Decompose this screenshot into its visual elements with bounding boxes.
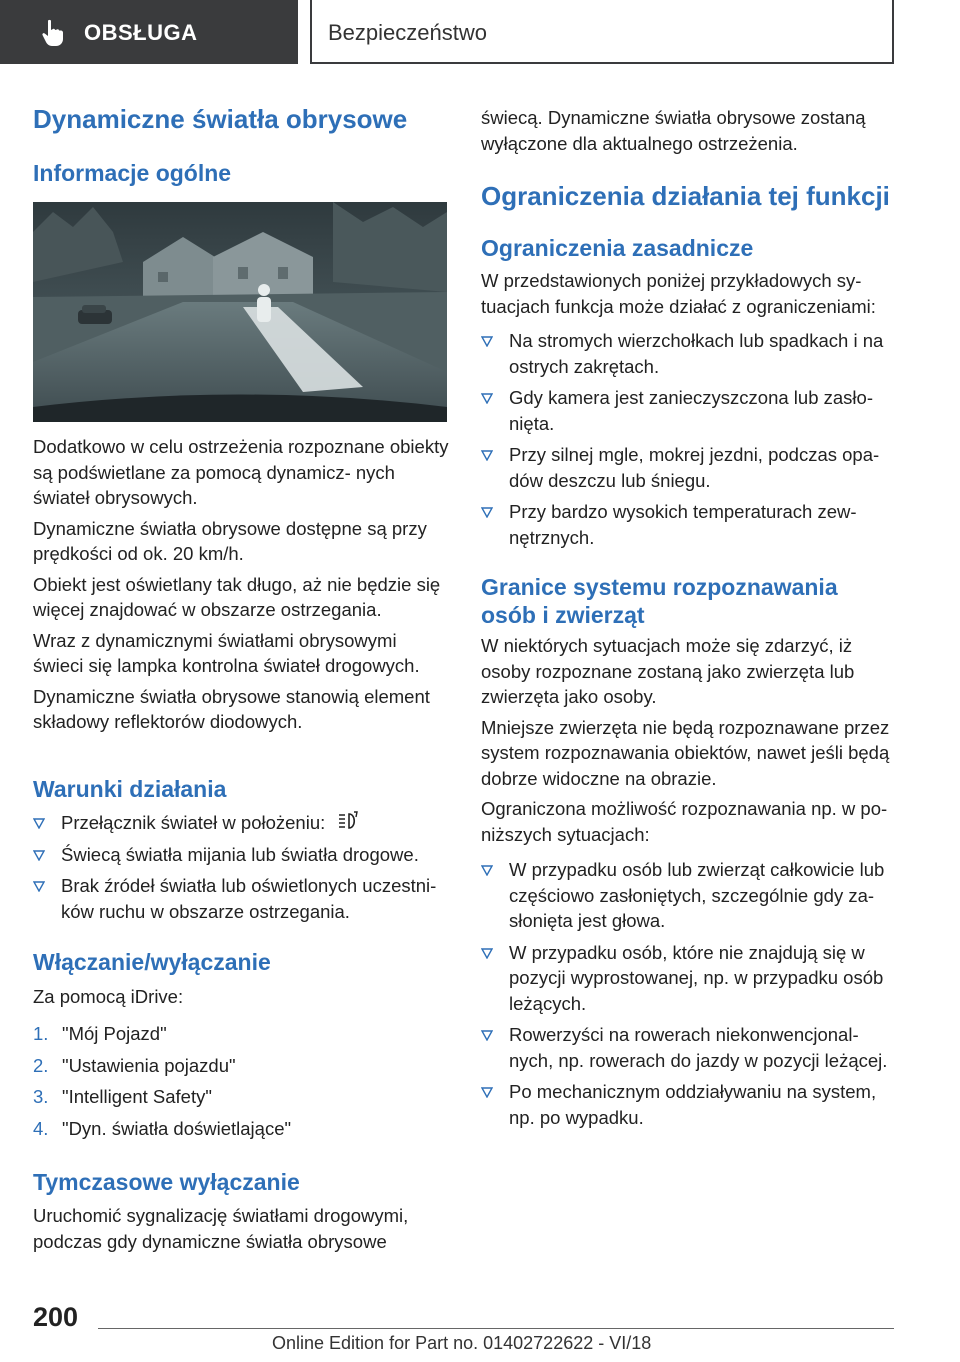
list-item: W przypadku osób lub zwierząt całkowicie lub częściowo zasłoniętych, szczególnie gdy za‐ słonięta jest głowa. <box>481 857 896 934</box>
paragraph: Ograniczona możliwość rozpoznawania np. w po‐ niższych sytuacjach: <box>481 798 888 845</box>
step-item: 4. "Dyn. światła doświetlające" <box>33 1117 292 1139</box>
temp-text: Uruchomić sygnalizację światłami drogowymi, podczas gdy dynamiczne światła obrysowe <box>33 1205 409 1252</box>
recognition-list <box>481 857 896 1136</box>
conditions-list <box>33 810 449 930</box>
steps-list <box>33 1021 449 1147</box>
paragraph: Dynamiczne światła obrysowe dostępne są przy prędkości od ok. 20 km/h. <box>33 517 427 564</box>
conditions-heading: Warunki działania <box>33 776 227 802</box>
recognition-paragraphs <box>481 633 896 847</box>
general-paragraphs <box>33 434 449 735</box>
step-item: 2. "Ustawienia pojazdu" <box>33 1054 236 1076</box>
triangle-bullet-icon <box>481 336 493 347</box>
list-item: Przy silnej mgle, mokrej jezdni, podczas opa‐ dów deszczu lub śniegu. <box>481 442 896 493</box>
step-item: 1. "Mój Pojazd" <box>33 1023 167 1044</box>
auto-headlight-icon <box>336 811 362 833</box>
page-title: Dynamiczne światła obrysowe <box>33 104 408 134</box>
list-item: Na stromych wierzchołkach lub spadkach i na ostrych zakrętach. <box>481 328 896 379</box>
list-item: Rowerzyści na rowerach niekonwencjonal‐ nych, np. rowerach do jazdy w pozycji leżącej. <box>481 1022 896 1073</box>
basic-heading: Ograniczenia zasadnicze <box>481 235 754 261</box>
list-item: Świecą światła mijania lub światła drogowe. <box>33 842 449 868</box>
toggle-heading: Włączanie/wyłączanie <box>33 949 271 975</box>
paragraph: Wraz z dynamicznymi światłami obrysowymi świeci się lampka kontrolna świateł drogowych. <box>33 629 420 676</box>
paragraph: Obiekt jest oświetlany tak długo, aż nie będzie się więcej znajdować w obszarze ostrzegania. <box>33 573 441 620</box>
chapter-header <box>310 0 894 64</box>
triangle-bullet-icon <box>33 818 45 829</box>
edition-footer: Online Edition for Part no. 01402722622 - VI/18 <box>272 1333 652 1353</box>
triangle-bullet-icon <box>33 850 45 861</box>
list-item: Przy bardzo wysokich temperaturach zew‐ nętrznych. <box>481 499 896 550</box>
paragraph: Mniejsze zwierzęta nie będą rozpoznawane przez system rozpoznawania obiektów, nawet jeśli będą dobrze widoczne na obrazie. <box>481 716 890 789</box>
toggle-intro: Za pomocą iDrive: <box>33 986 184 1007</box>
temp-heading: Tymczasowe wyłączanie <box>33 1169 300 1195</box>
section-label: OBSŁUGA <box>84 20 198 45</box>
paragraph: W niektórych sytuacjach może się zdarzyć, iż osoby rozpoznane zostaną jako zwierzęta lub zwierzęta jako osoby. <box>481 635 855 707</box>
limits-title: Ograniczenia działania tej funkcji <box>481 181 890 211</box>
list-item: Gdy kamera jest zanieczyszczona lub zasło‐ nięta. <box>481 385 896 436</box>
list-item: W przypadku osób, które nie znajdują się w pozycji wyprostowanej, np. w przypadku osób leżących. <box>481 940 896 1017</box>
paragraph: Dynamiczne światła obrysowe stanowią element składowy reflektorów diodowych. <box>33 685 430 732</box>
triangle-bullet-icon <box>481 1087 493 1098</box>
basic-intro: W przedstawionych poniżej przykładowych sy‐ tuacjach funkcja może działać z ograniczeniami: <box>481 270 876 317</box>
triangle-bullet-icon <box>481 865 493 876</box>
paragraph: Dodatkowo w celu ostrzeżenia rozpoznane obiekty są podświetlane za pomocą dynamicz‐ nych świateł obrysowych. <box>33 436 449 508</box>
basic-list <box>481 328 896 556</box>
general-heading: Informacje ogólne <box>33 160 232 186</box>
triangle-bullet-icon <box>481 450 493 461</box>
section-tab[interactable] <box>0 0 298 64</box>
hand-pointer-icon <box>38 18 68 48</box>
continued-text: świecą. Dynamiczne światła obrysowe zostaną wyłączone dla aktualnego ostrzeżenia. <box>481 107 866 154</box>
triangle-bullet-icon <box>481 393 493 404</box>
night-road-illustration <box>33 202 447 422</box>
triangle-bullet-icon <box>481 1030 493 1041</box>
list-item: Po mechanicznym oddziaływaniu na system, np. po wypadku. <box>481 1079 896 1130</box>
triangle-bullet-icon <box>481 948 493 959</box>
page-number: 200 <box>33 1302 79 1332</box>
step-item: 3. "Intelligent Safety" <box>33 1086 212 1107</box>
list-item: Przełącznik świateł w położeniu: <box>33 810 449 836</box>
recognition-heading: Granice systemu rozpoznawania osób i zwierząt <box>481 574 838 628</box>
triangle-bullet-icon <box>481 507 493 518</box>
footer-divider <box>98 1328 894 1329</box>
triangle-bullet-icon <box>33 881 45 892</box>
list-item: Brak źródeł światła lub oświetlonych uczestni‐ ków ruchu w obszarze ostrzegania. <box>33 873 449 924</box>
chapter-label: Bezpieczeństwo <box>328 20 487 45</box>
